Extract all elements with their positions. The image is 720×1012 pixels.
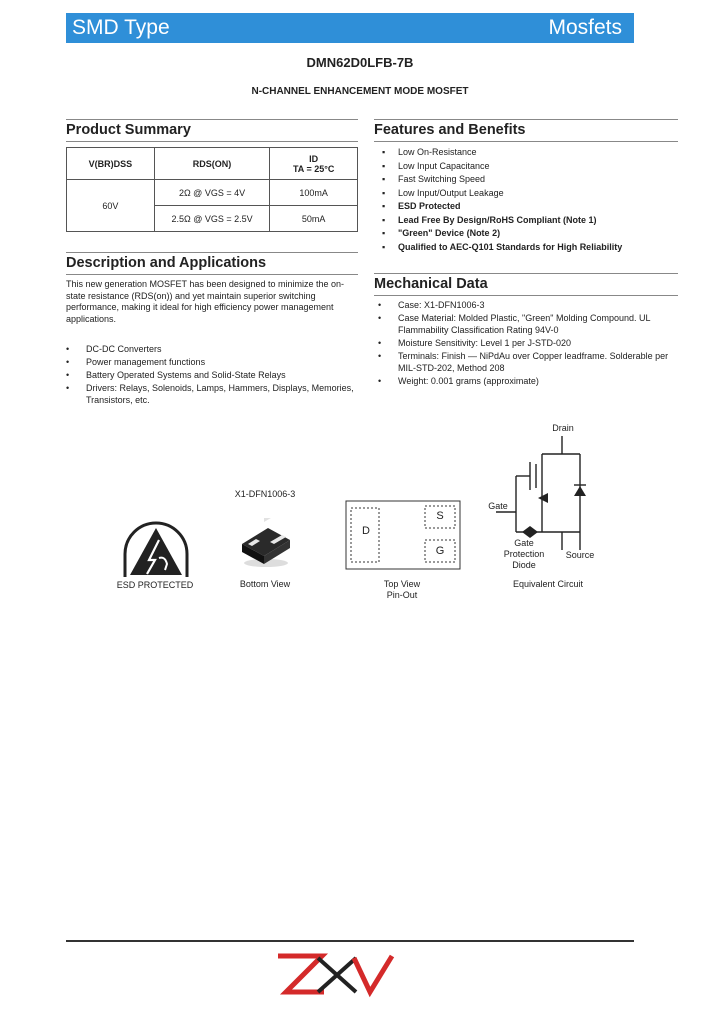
header-banner <box>66 13 634 43</box>
esd-protected-icon <box>119 520 193 580</box>
list-item: • DC-DC Converters <box>66 343 358 355</box>
id-value: 100mA <box>270 180 358 206</box>
esd-protected-label: ESD PROTECTED <box>116 580 194 590</box>
list-item: ▪ Qualified to AEC-Q101 Standards for High Reliability <box>378 241 678 253</box>
list-item: • Weight: 0.001 grams (approximate) <box>378 375 678 387</box>
equivalent-circuit-label: Equivalent Circuit <box>512 579 584 589</box>
pin-g-label: G <box>435 545 445 557</box>
banner-left-text: SMD Type <box>72 16 170 39</box>
col-vbr-header: V(BR)DSS <box>67 148 155 180</box>
features-list <box>378 146 678 253</box>
list-item: • Moisture Sensitivity: Level 1 per J-STD-020 <box>378 337 678 349</box>
list-item: ▪ Lead Free By Design/RoHS Compliant (Note 1) <box>378 214 678 226</box>
part-number: DMN62D0LFB-7B <box>306 55 414 70</box>
list-item: ▪ Low On-Resistance <box>378 146 678 158</box>
top-view-label: Top View Pin-Out <box>383 579 421 600</box>
vbr-value: 60V <box>67 180 155 232</box>
col-id-header: ID TA = 25°C <box>270 148 358 180</box>
drain-label: Drain <box>552 423 574 433</box>
bottom-view-label: Bottom View <box>239 579 291 589</box>
col-rds-header: RDS(ON) <box>154 148 270 180</box>
list-item: ▪ Low Input/Output Leakage <box>378 187 678 199</box>
description-text: This new generation MOSFET has been designed to minimize the on-state resistance (RDS(on)) and yet maintain superior switching performance, making it ideal for high efficiency power management applications. <box>66 279 344 324</box>
footer-rule <box>66 940 634 942</box>
package-bottom-view <box>238 518 294 568</box>
list-item: • Power management functions <box>66 356 358 368</box>
list-item: • Case Material: Molded Plastic, "Green" Molding Compound. UL Flammability Classification Rating 94V-0 <box>378 312 678 336</box>
list-item: • Case: X1-DFN1006-3 <box>378 299 678 311</box>
rds-value: 2.5Ω @ VGS = 2.5V <box>154 206 270 232</box>
pin-s-label: S <box>436 510 444 522</box>
company-logo <box>272 950 398 998</box>
source-label: Source <box>565 550 595 560</box>
applications-list <box>66 343 358 406</box>
list-item: ▪ ESD Protected <box>378 200 678 212</box>
mechanical-list <box>378 299 678 387</box>
list-item: ▪ Low Input Capacitance <box>378 160 678 172</box>
list-item: • Battery Operated Systems and Solid-State Relays <box>66 369 358 381</box>
product-summary-heading: Product Summary <box>66 119 358 142</box>
list-item: • Terminals: Finish — NiPdAu over Copper leadframe. Solderable per MIL-STD-202, Method 208 <box>378 350 678 374</box>
gate-label: Gate <box>488 501 508 511</box>
pin-d-label: D <box>362 525 370 537</box>
package-name-label: X1-DFN1006-3 <box>234 489 296 499</box>
description-heading: Description and Applications <box>66 252 358 275</box>
mechanical-heading: Mechanical Data <box>374 273 678 296</box>
id-value: 50mA <box>270 206 358 232</box>
list-item: • Drivers: Relays, Solenoids, Lamps, Hammers, Displays, Memories, Transistors, etc. <box>66 382 358 406</box>
rds-value: 2Ω @ VGS = 4V <box>154 180 270 206</box>
banner-right-text: Mosfets <box>548 16 622 39</box>
device-subtitle: N-CHANNEL ENHANCEMENT MODE MOSFET <box>251 86 469 97</box>
list-item: ▪ Fast Switching Speed <box>378 173 678 185</box>
list-item: ▪ "Green" Device (Note 2) <box>378 227 678 239</box>
features-heading: Features and Benefits <box>374 119 678 142</box>
gate-protection-label: Gate Protection Diode <box>503 538 545 570</box>
product-summary-table <box>66 147 358 232</box>
